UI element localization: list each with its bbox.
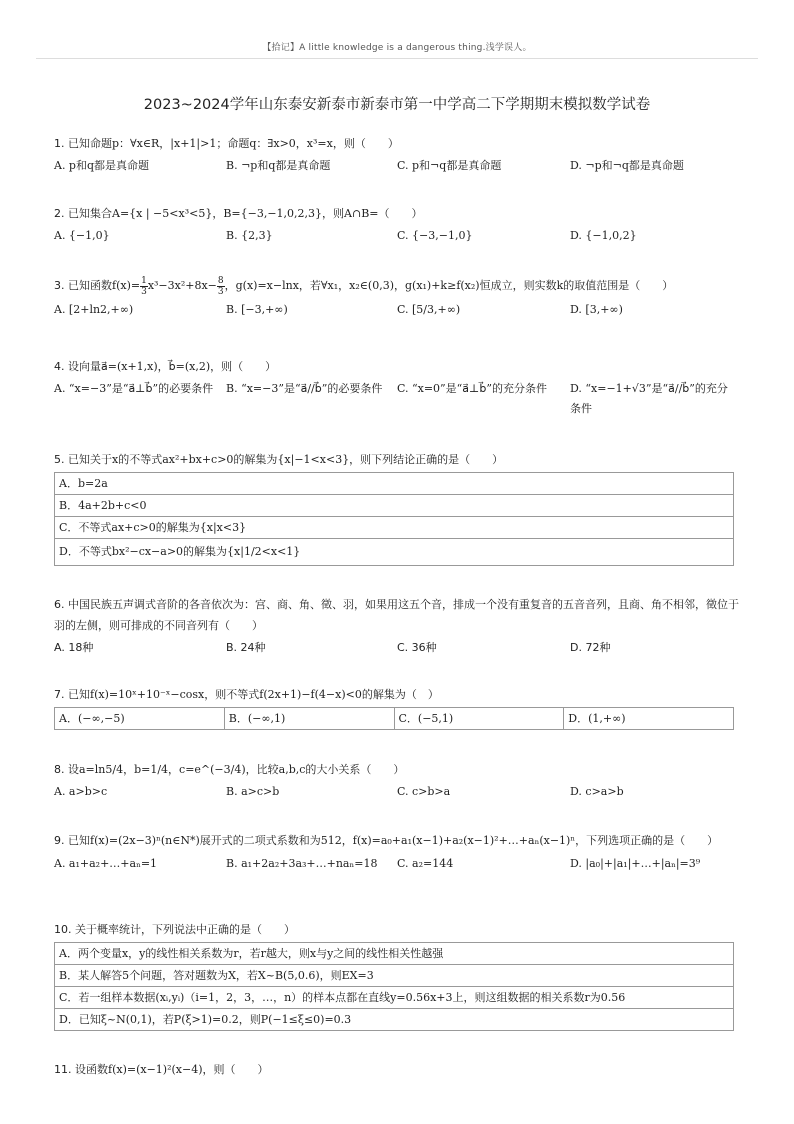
- option-c: C. [5/3,+∞): [397, 303, 461, 316]
- option-b: B. a₁+2a₂+3a₃+…+naₙ=18: [226, 857, 378, 870]
- option-b: B. a>c>b: [226, 785, 280, 798]
- option-a: A. a₁+a₂+…+aₙ=1: [54, 857, 158, 870]
- option-a: A. [2+ln2,+∞): [54, 303, 134, 316]
- option-a: A．(−∞,−5): [55, 708, 225, 730]
- option-c: C．(−5,1): [394, 708, 564, 730]
- option-a: A. a>b>c: [54, 785, 108, 798]
- question-2: 2. 已知集合A={x | −5<x³<5}，B={−3,−1,0,2,3}，则A∩B=（ ） A. {−1,0} B. {2,3} C. {−3,−1,0} D. {−1,0,2}: [54, 204, 744, 246]
- option-d: D．(1,+∞): [564, 708, 734, 730]
- question-9: 9. 已知f(x)=(2x−3)ⁿ(n∈N*)展开式的二项式系数和为512，f(x)=a₀+a₁(x−1)+a₂(x−1)²+…+aₙ(x−1)ⁿ，下列选项正确的是（ ） A. a₁+a₂+…+aₙ=1 B. a₁+2a₂+3a₃+…+naₙ=18 C. a₂=144 D. |a₀|+|a₁|+…+|aₙ|=3⁹: [54, 830, 744, 874]
- question-stem: 设a=ln5/4，b=1/4，c=e^(−3/4)，比较a,b,c的大小关系（ ）: [68, 763, 405, 776]
- question-3: 3. 已知函数f(x)= $\frac{1}{3}$ x³−3x²+8x− $\frac{8}{3}$ ，g(x)=x−lnx，若∀x₁，x₂∈(0,3)，g(x₁)+k≥f(x₂)恒成立，则实数k的取值范围是（ ） A. [2+ln2,+∞) B. [−3,+∞) C. [5/3,+∞) D. [3,+∞): [54, 274, 744, 320]
- option-c: C．不等式ax+c>0的解集为{x|x<3}: [55, 517, 734, 539]
- option-a: A. p和q都是真命题: [54, 159, 150, 172]
- option-d: D. [3,+∞): [570, 303, 623, 316]
- option-c: C. “x=0”是“a⃗⊥b⃗”的充分条件: [397, 382, 547, 395]
- option-a: A. 18种: [54, 641, 94, 654]
- option-d: D. |a₀|+|a₁|+…+|aₙ|=3⁹: [570, 857, 701, 870]
- question-stem: 已知关于x的不等式ax²+bx+c>0的解集为{x|−1<x<3}，则下列结论正确的是（ ）: [68, 453, 504, 466]
- question-stem: 已知f(x)=(2x−3)ⁿ(n∈N*)展开式的二项式系数和为512，f(x)=a₀+a₁(x−1)+a₂(x−1)²+…+aₙ(x−1)ⁿ，下列选项正确的是（ ）: [68, 834, 719, 847]
- option-d: D. 72种: [570, 641, 611, 654]
- question-stem: 已知集合A={x | −5<x³<5}，B={−3,−1,0,2,3}，则A∩B=（ ）: [68, 207, 423, 220]
- question-4: 4. 设向量a⃗=(x+1,x)，b⃗=(x,2)，则（ ） A. “x=−3”是“a⃗⊥b⃗”的必要条件 B. “x=−3”是“a⃗//b⃗”的必要条件 C. “x=0”是“a⃗⊥b⃗”的充分条件 D. “x=−1+√3”是“a⃗//b⃗”的充分条件: [54, 357, 744, 421]
- option-b: B. “x=−3”是“a⃗//b⃗”的必要条件: [226, 382, 383, 395]
- fraction-eight-thirds: $\frac{8}{3}$: [217, 275, 224, 297]
- question-stem: 关于概率统计，下列说法中正确的是（ ）: [75, 923, 295, 936]
- exam-title: 2023~2024学年山东泰安新泰市新泰市第一中学高二下学期期末模拟数学试卷: [143, 97, 651, 113]
- question-stem: 设函数f(x)=(x−1)²(x−4)，则（ ）: [75, 1063, 269, 1076]
- option-c: C. c>b>a: [397, 785, 451, 798]
- question-11: 11. 设函数f(x)=(x−1)²(x−4)，则（ ）: [54, 1063, 269, 1076]
- question-5: 5. 已知关于x的不等式ax²+bx+c>0的解集为{x|−1<x<3}，则下列结论正确的是（ ） A．b=2a B．4a+2b+c<0 C．不等式ax+c>0的解集为{x|x<3} D．不等式bx²−cx−a>0的解集为{x|1/2<x<1}: [54, 450, 744, 566]
- option-b: B. [−3,+∞): [226, 303, 288, 316]
- options-table: [54, 472, 734, 566]
- option-b: B. ¬p和q都是真命题: [226, 159, 331, 172]
- options-table: [54, 707, 734, 730]
- option-a: A. “x=−3”是“a⃗⊥b⃗”的必要条件: [54, 382, 214, 395]
- question-stem: 中国民族五声调式音阶的各音依次为：宫、商、角、徵、羽，如果用这五个音，排成一个没有重复音的五音音列，且商、角不相邻，徵位于羽的左侧，则可排成的不同音列有（ ）: [54, 598, 739, 632]
- option-a: A. {−1,0}: [54, 229, 110, 242]
- option-c: C. {−3,−1,0}: [397, 229, 473, 242]
- option-d: D. ¬p和¬q都是真命题: [570, 159, 684, 172]
- option-b: B. 24种: [226, 641, 266, 654]
- option-d: D．已知ξ~N(0,1)，若P(ξ>1)=0.2，则P(−1≤ξ≤0)=0.3: [55, 1009, 734, 1031]
- option-b: B．(−∞,1): [224, 708, 394, 730]
- option-d: D. “x=−1+√3”是“a⃗//b⃗”的充分条件: [570, 382, 728, 415]
- page-header-motto: 【拾记】A little knowledge is a dangerous thing.浅学误人。: [262, 43, 532, 53]
- option-d: D. {−1,0,2}: [570, 229, 637, 242]
- option-b: B. {2,3}: [226, 229, 273, 242]
- header-divider: [36, 58, 758, 59]
- question-10: 10. 关于概率统计，下列说法中正确的是（ ） A．两个变量x，y的线性相关系数为r，若r越大，则x与y之间的线性相关性越强 B．某人解答5个问题，答对题数为X，若X~B(5,0.6)，则EX=3 C．若一组样本数据(xᵢ,yᵢ)（i=1，2，3，…，n）的样本点都在直线y=0.56x+3上，则这组数据的相关系数r为0.56 D．已知ξ~N(0,1)，若P(ξ>1)=0.2，则P(−1≤ξ≤0)=0.3: [54, 920, 744, 1031]
- option-c: C. p和¬q都是真命题: [397, 159, 502, 172]
- option-c: C. a₂=144: [397, 857, 454, 870]
- option-d: D．不等式bx²−cx−a>0的解集为{x|1/2<x<1}: [55, 539, 734, 566]
- question-7: 7. 已知f(x)=10ˣ+10⁻ˣ−cosx，则不等式f(2x+1)−f(4−x)<0的解集为（ ） A．(−∞,−5) B．(−∞,1) C．(−5,1) D．(1,+∞): [54, 685, 744, 730]
- question-stem: 已知命题p：∀x∈R，|x+1|>1；命题q：∃x>0，x³=x，则（ ）: [68, 137, 399, 150]
- option-b: B．某人解答5个问题，答对题数为X，若X~B(5,0.6)，则EX=3: [55, 965, 734, 987]
- question-8: 8. 设a=ln5/4，b=1/4，c=e^(−3/4)，比较a,b,c的大小关系（ ） A. a>b>c B. a>c>b C. c>b>a D. c>a>b: [54, 760, 744, 802]
- question-6: 6. 中国民族五声调式音阶的各音依次为：宫、商、角、徵、羽，如果用这五个音，排成一个没有重复音的五音音列，且商、角不相邻，徵位于羽的左侧，则可排成的不同音列有（ ） A. 18种 B. 24种 C. 36种 D. 72种: [54, 594, 744, 658]
- option-a: A．两个变量x，y的线性相关系数为r，若r越大，则x与y之间的线性相关性越强: [55, 943, 734, 965]
- option-a: A．b=2a: [55, 473, 734, 495]
- question-stem: 设向量a⃗=(x+1,x)，b⃗=(x,2)，则（ ）: [68, 360, 277, 373]
- question-stem: 已知f(x)=10ˣ+10⁻ˣ−cosx，则不等式f(2x+1)−f(4−x)<0的解集为（ ）: [68, 688, 439, 701]
- options-table: [54, 942, 734, 1031]
- option-c: C．若一组样本数据(xᵢ,yᵢ)（i=1，2，3，…，n）的样本点都在直线y=0.56x+3上，则这组数据的相关系数r为0.56: [55, 987, 734, 1009]
- fraction-one-third: $\frac{1}{3}$: [141, 275, 147, 297]
- option-d: D. c>a>b: [570, 785, 624, 798]
- option-b: B．4a+2b+c<0: [55, 495, 734, 517]
- question-1: 1. 已知命题p：∀x∈R，|x+1|>1；命题q：∃x>0，x³=x，则（ ） A. p和q都是真命题 B. ¬p和q都是真命题 C. p和¬q都是真命题 D. ¬p和¬q都是真命题: [54, 134, 744, 176]
- option-c: C. 36种: [397, 641, 437, 654]
